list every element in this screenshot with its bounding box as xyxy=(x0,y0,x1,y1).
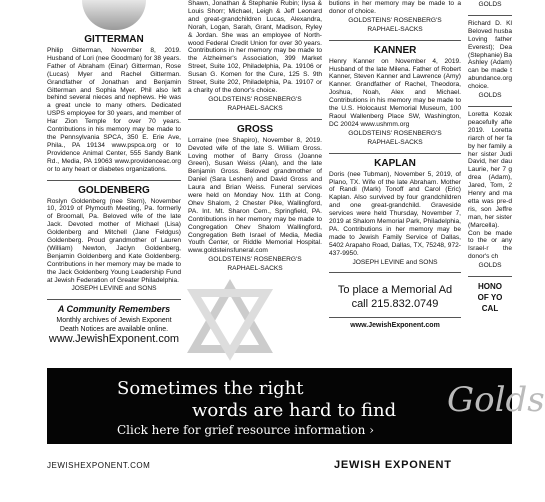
divider xyxy=(468,276,512,277)
funeral-home-signature: RAPHAEL-SACKS xyxy=(227,104,283,112)
column-2 xyxy=(188,0,322,355)
memorial-ad-link[interactable]: www.JewishExponent.com xyxy=(350,322,440,330)
funeral-home-signature: RAPHAEL-SACKS xyxy=(367,138,423,146)
banner-line-1: Sometimes the right xyxy=(117,378,304,399)
funeral-home-signature: GOLDSTEINS' ROSENBERG'S xyxy=(208,95,302,103)
divider xyxy=(329,317,461,318)
divider xyxy=(329,40,461,41)
funeral-home-signature: GOLDSTEINS' ROSENBERG'S xyxy=(208,256,302,264)
funeral-home-signature: RAPHAEL-SACKS xyxy=(367,25,423,33)
obit-body-gitterman: Philip Gitterman, November 8, 2019. Husband of Lori (nee Goodman) for 38 years. Father of Abraham (Einar) Gitterman, Rose (Lucas) Myer and Rachel Gitterman. Grandfather of Jonathan and Benjamin Gitterman and Sophia Myer. Phil also left behind several nieces and nephews. He was a great uncle to many others. Dedicated USPS employee for 30 years, and member of Har Zion Temple for over 70 years. Contributions in his memory may be made to the Pennsylvania SPCA, 350 E. Erie Ave, Phila., PA 19134 www.pspca.org or to Providence Animal Center, 555 Sandy Bank Rd., Media, PA 19063 www.providenceac.org or to any heart or diabetes organizations. xyxy=(47,47,181,173)
archive-line-1: Monthly archives of Jewish Exponent xyxy=(56,317,172,325)
funeral-home-signature: GOLDSTEINS' ROSENBERG'S xyxy=(348,129,442,137)
grief-resources-banner-ad[interactable] xyxy=(47,368,545,444)
funeral-home-signature: JOSEPH LEVINE and SONS xyxy=(71,285,157,293)
divider xyxy=(329,153,461,154)
obit-body-continued: butions in her memory may be made to a donor of choice. xyxy=(329,0,461,15)
funeral-home-signature: RAPHAEL-SACKS xyxy=(227,265,283,273)
obit-name-goldenberg: GOLDENBERG xyxy=(78,184,150,196)
community-remembers-title: A Community Remembers xyxy=(57,304,171,315)
obit-body-kanner: Henry Kanner on November 4, 2019. Husband of the late Milena. Father of Robert Kanner, Steven Kanner and Lawrence (Amy) Kanner. Grandfather of Rachel, Theodora, Joshua, Noah, Alex and Michael. Contributions in his memory may be made to the U.S. Holocaust Memorial Museum, 100 Raoul Wallenberg Place SW, Washington, DC 20024 www.ushmm.org xyxy=(329,57,461,128)
funeral-home-signature: GOLDS xyxy=(478,262,502,270)
archive-line-2: Death Notices are available online. xyxy=(59,326,169,334)
footer-website: JEWISHEXPONENT.COM xyxy=(47,461,151,470)
memorial-ad-phone: call 215.832.0749 xyxy=(351,298,439,311)
divider xyxy=(188,119,322,120)
divider xyxy=(468,15,512,16)
column-1 xyxy=(47,0,181,344)
funeral-home-signature: GOLDS xyxy=(478,1,502,8)
column-3 xyxy=(329,0,461,330)
obit-name-gross: GROSS xyxy=(236,123,274,135)
obit-body-partial: Richard D. Kl Beloved husba Loving father Everest); Dea (Stephanie) Ba Ashley (Adam) can be made t abundance.org choice. xyxy=(468,19,512,91)
obit-body-goldenberg: Roslyn Goldenberg (nee Stern), November 10, 2019 of Plymouth Meeting, Pa. formerly of Broomall, Pa. Beloved wife of the late Jack. Devoted mother of Michael (Lisa) Goldenberg and Mitchell (Jane Feldgus) Goldenberg. Proud grandmother of Lauren (William) Newton, Jaclyn Goldenberg, Benjamin Goldenberg and Kate Goldenberg. Contributions in her memory may be made to the Jack Goldenberg Young Leadership Fund at Jewish Federation of Greater Philadelphia. xyxy=(47,197,181,284)
obit-name-kaplan: KAPLAN xyxy=(374,157,416,169)
portrait-photo xyxy=(82,0,146,30)
archive-link[interactable]: www.JewishExponent.com xyxy=(48,333,180,346)
funeral-home-signature: JOSEPH LEVINE and SONS xyxy=(352,258,438,266)
obit-body-kaplan: Doris (nee Tubman), November 5, 2019, of Plano, TX. Wife of the late Abraham. Mother of Randi (Mark) Tonoff and Carol (Eric) Kaplan. Also survived by four grandchildren and one great-grandchild. Graveside services were held Thursday, November 7, 2019 at Shalom Memorial Park, Philadelphia, PA. Contributions in her memory may be made to Jewish Family Service of Dallas, 5402 Arapaho Road, Dallas, TX, 75248, 972-437-9950. xyxy=(329,170,461,257)
page-footer xyxy=(47,455,512,475)
funeral-home-signature: GOLDS xyxy=(478,92,502,100)
divider xyxy=(47,299,181,300)
banner-line-2: words are hard to find xyxy=(192,400,397,421)
banner-logo: Golds xyxy=(447,380,545,420)
obit-body-gross: Lorraine (nee Shapiro), November 8, 2019. Devoted wife of the late S. William Gross. Loving mother of Barry Gross (Joanne Green), Susan Weiss (Alan), and the late Benjamin Gross. Beloved grandmother of Daniel (Sara Leshen) and David Gross and Laura and Brian Weiss. Funeral services were held on Monday Nov. 11th at Cong. Ohev Shalom, 2 Chester Pike, Wallingford, PA. Int. Mt. Sharon Cem., Springfield, PA. Contributions in her memory may be made to Congregation Ohev Shalom Wallingford, Congregation Beth Israel of Media, Media Youth Center, or Riddle Memorial Hospital. www.goldsteinsfuneral.com xyxy=(188,136,322,255)
footer-publication: JEWISH EXPONENT xyxy=(334,459,452,471)
obit-body-partial: Loretta Kozak peacefully afte 2019. Loretta riarch of her fa by her family a her sister Judi David, her dau Laurie, her 7 g drea (Adam), Jared, Tom, 2 Henry and ma etta was pre-d ris, son Jeffre man, her sister (Marcella). Con be made to the or any Israel-r the donor's ch xyxy=(468,110,512,261)
obit-name-kanner: KANNER xyxy=(373,44,417,56)
memorial-ad-line-1: To place a Memorial Ad xyxy=(337,284,453,297)
column-4 xyxy=(468,0,512,314)
banner-link[interactable]: Click here for grief resource information › xyxy=(117,423,375,437)
honor-heading-1: HONO xyxy=(478,282,502,292)
honor-heading-2: OF YO xyxy=(477,293,503,303)
divider xyxy=(47,180,181,181)
obit-name-gitterman: GITTERMAN xyxy=(84,34,144,45)
divider xyxy=(468,106,512,107)
star-of-david-icon xyxy=(190,285,270,355)
honor-heading-3: CAL xyxy=(481,304,499,314)
obit-body-continued: Shawn, Jonathan & Stephanie Rubin; Ilysa & Louis Shorr; Michael, Leigh & Jeff Leonard and great-grandchildren Lucas, Alexandra, Norah, Logan, Sarah, Grant, Madison, Ryley & Jordan. She was an employee of North-wood Federal Credit Union for over 30 years. Contributions in her memory may be made to the Alzheimer's Association, 399 Market Street, Suite 102, Philadelphia, Pa. 19106 or Susan G. Komen for the Cure, 125 S. 9th Street, Suite 202, Philadelphia, Pa. 19107 or a charity of the donor's choice. xyxy=(188,0,322,94)
funeral-home-signature: GOLDSTEINS' ROSENBERG'S xyxy=(348,16,442,24)
divider xyxy=(329,272,461,273)
